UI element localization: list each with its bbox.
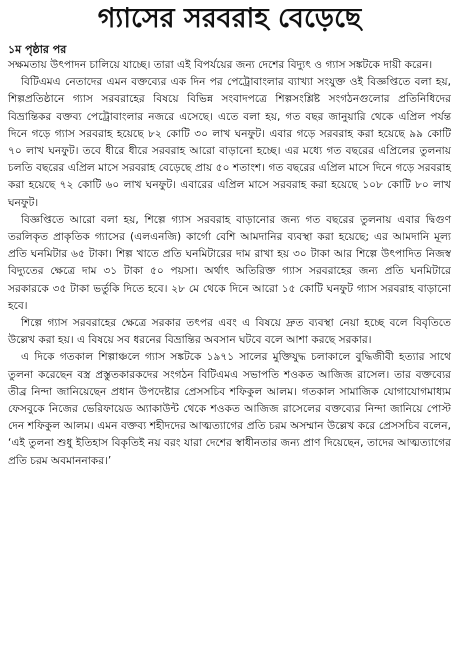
article-paragraph-2: বিটিএমএ নেতাদের এমন বক্তব্যের এক দিন পর পেট্রোবাংলার ব্যাখ্যা সংযুক্ত ওই বিজ্ঞপ্তিতে বলা হয়, শিল্পপ্রতিষ্ঠানে গ্যাস সরবরাহের বিষয়ে বিভিন্ন সংবাদপত্রে শিল্পসংশ্লিষ্ট সংগঠনগুলোর প্রতিনিধিদের বিভ্রান্তিকর বক্তব্য পেট্রোবাংলার নজরে এসেছে। এতে বলা হয়, গত বছর জানুয়ারি থেকে এপ্রিল পর্যন্ত দিনে গড়ে গ্যাস সরবরাহ হয়েছে ৮২ কোটি ৩০ লাখ ঘনফুট। এবার গড়ে সরবরাহ করা হয়েছে ৯৯ কোটি ৭০ লাখ ঘনফুট। তবে ধীরে ধীরে সরবরাহ আরো বাড়ানো হচ্ছে। এর মধ্যে গত বছরের এপ্রিলের তুলনায় চলতি বছরের এপ্রিল মাসে সরবরাহ বেড়েছে প্রায় ৫০ শতাংশ। গত বছরের এপ্রিল মাসে দিনে গড়ে সরবরাহ করা হয়েছে ৭২ কোটি ৬০ লাখ ঘনফুট। এবারের এপ্রিল মাসে সরবরাহ করা হয়েছে ১০৮ কোটি ৮০ লাখ ঘনফুট। <box>8 76 451 209</box>
article-paragraph-5: এ দিকে গতকাল শিল্পাঞ্চলে গ্যাস সঙ্কটকে ১৯৭১ সালের মুক্তিযুদ্ধ চলাকালে বুদ্ধিজীবী হত্যার সাথে তুলনা করেছেন বস্ত্র প্রস্তুতকারকদের সংগঠন বিটিএমএ সভাপতি শওকত আজিজ রাসেল। তার বক্তব্যের তীব্র নিন্দা জানিয়েছেন প্রধান উপদেষ্টার প্রেসসচিব শফিকুল আলম। গতকাল সামাজিক যোগাযোগমাধ্যম ফেসবুকে নিজের ভেরিফায়েড অ্যাকাউন্ট থেকে শওকত আজিজ রাসেলের বক্তব্যের নিন্দা জানিয়ে পোস্ট দেন শফিকুল আলম। এমন বক্তব্য শহীদদের আত্মত্যাগের প্রতি চরম অসম্মান উল্লেখ করে প্রেসসচিব বলেন, ‘এই তুলনা শুধু ইতিহাস বিকৃতিই নয় বরং যারা দেশের স্বাধীনতার জন্য প্রাণ দিয়েছেন, তাদের আত্মত্যাগের প্রতি চরম অবমাননাকর।’ <box>8 351 451 467</box>
article-paragraph-4: শিল্পে গ্যাস সরবরাহের ক্ষেত্রে সরকার তৎপর এবং এ বিষয়ে দ্রুত ব্যবস্থা নেয়া হচ্ছে বলে বিবৃতিতে উল্লেখ করা হয়। এ বিষয়ে সব ধরনের বিভ্রান্তির অবসান ঘটবে বলে আশা করছে সরকার। <box>8 317 451 347</box>
article-headline: গ্যাসের সরবরাহ বেড়েছে <box>97 3 362 34</box>
article-paragraph-1: সক্ষমতায় উৎপাদন চালিয়ে যাচ্ছে। তারা এই বিপর্যয়ের জন্য দেশের বিদ্যুৎ ও গ্যাস সঙ্কটকে দায়ী করেন। <box>8 59 433 71</box>
article-paragraph-3: বিজ্ঞপ্তিতে আরো বলা হয়, শিল্পে গ্যাস সরবরাহ বাড়ানোর জন্য গত বছরের তুলনায় এবার দ্বিগুণ তরলিকৃত প্রাকৃতিক গ্যাসের (এলএনজি) কার্গো বেশি আমদানির ব্যবস্থা করা হয়েছে; এর আমদানি মূল্য প্রতি ঘনমিটার ৬৫ টাকা। শিল্প খাতে প্রতি ঘনমিটারের দাম রাখা হয় ৩০ টাকা আর শিল্পে উৎপাদিত নিজস্ব বিদ্যুতের ক্ষেত্রে দাম ৩১ টাকা ৫০ পয়সা। অর্থাৎ অতিরিক্ত গ্যাস সরবরাহের জন্য প্রতি ঘনমিটারে সরকারকে ৩৫ টাকা ভর্তুকি দিতে হবে। ২৮ মে থেকে দিনে আরো ১৫ কোটি ঘনফুট গ্যাস সরবরাহ বাড়ানো হবে। <box>8 213 451 312</box>
continued-from-label: ১ম পৃষ্ঠার পর <box>8 43 67 56</box>
